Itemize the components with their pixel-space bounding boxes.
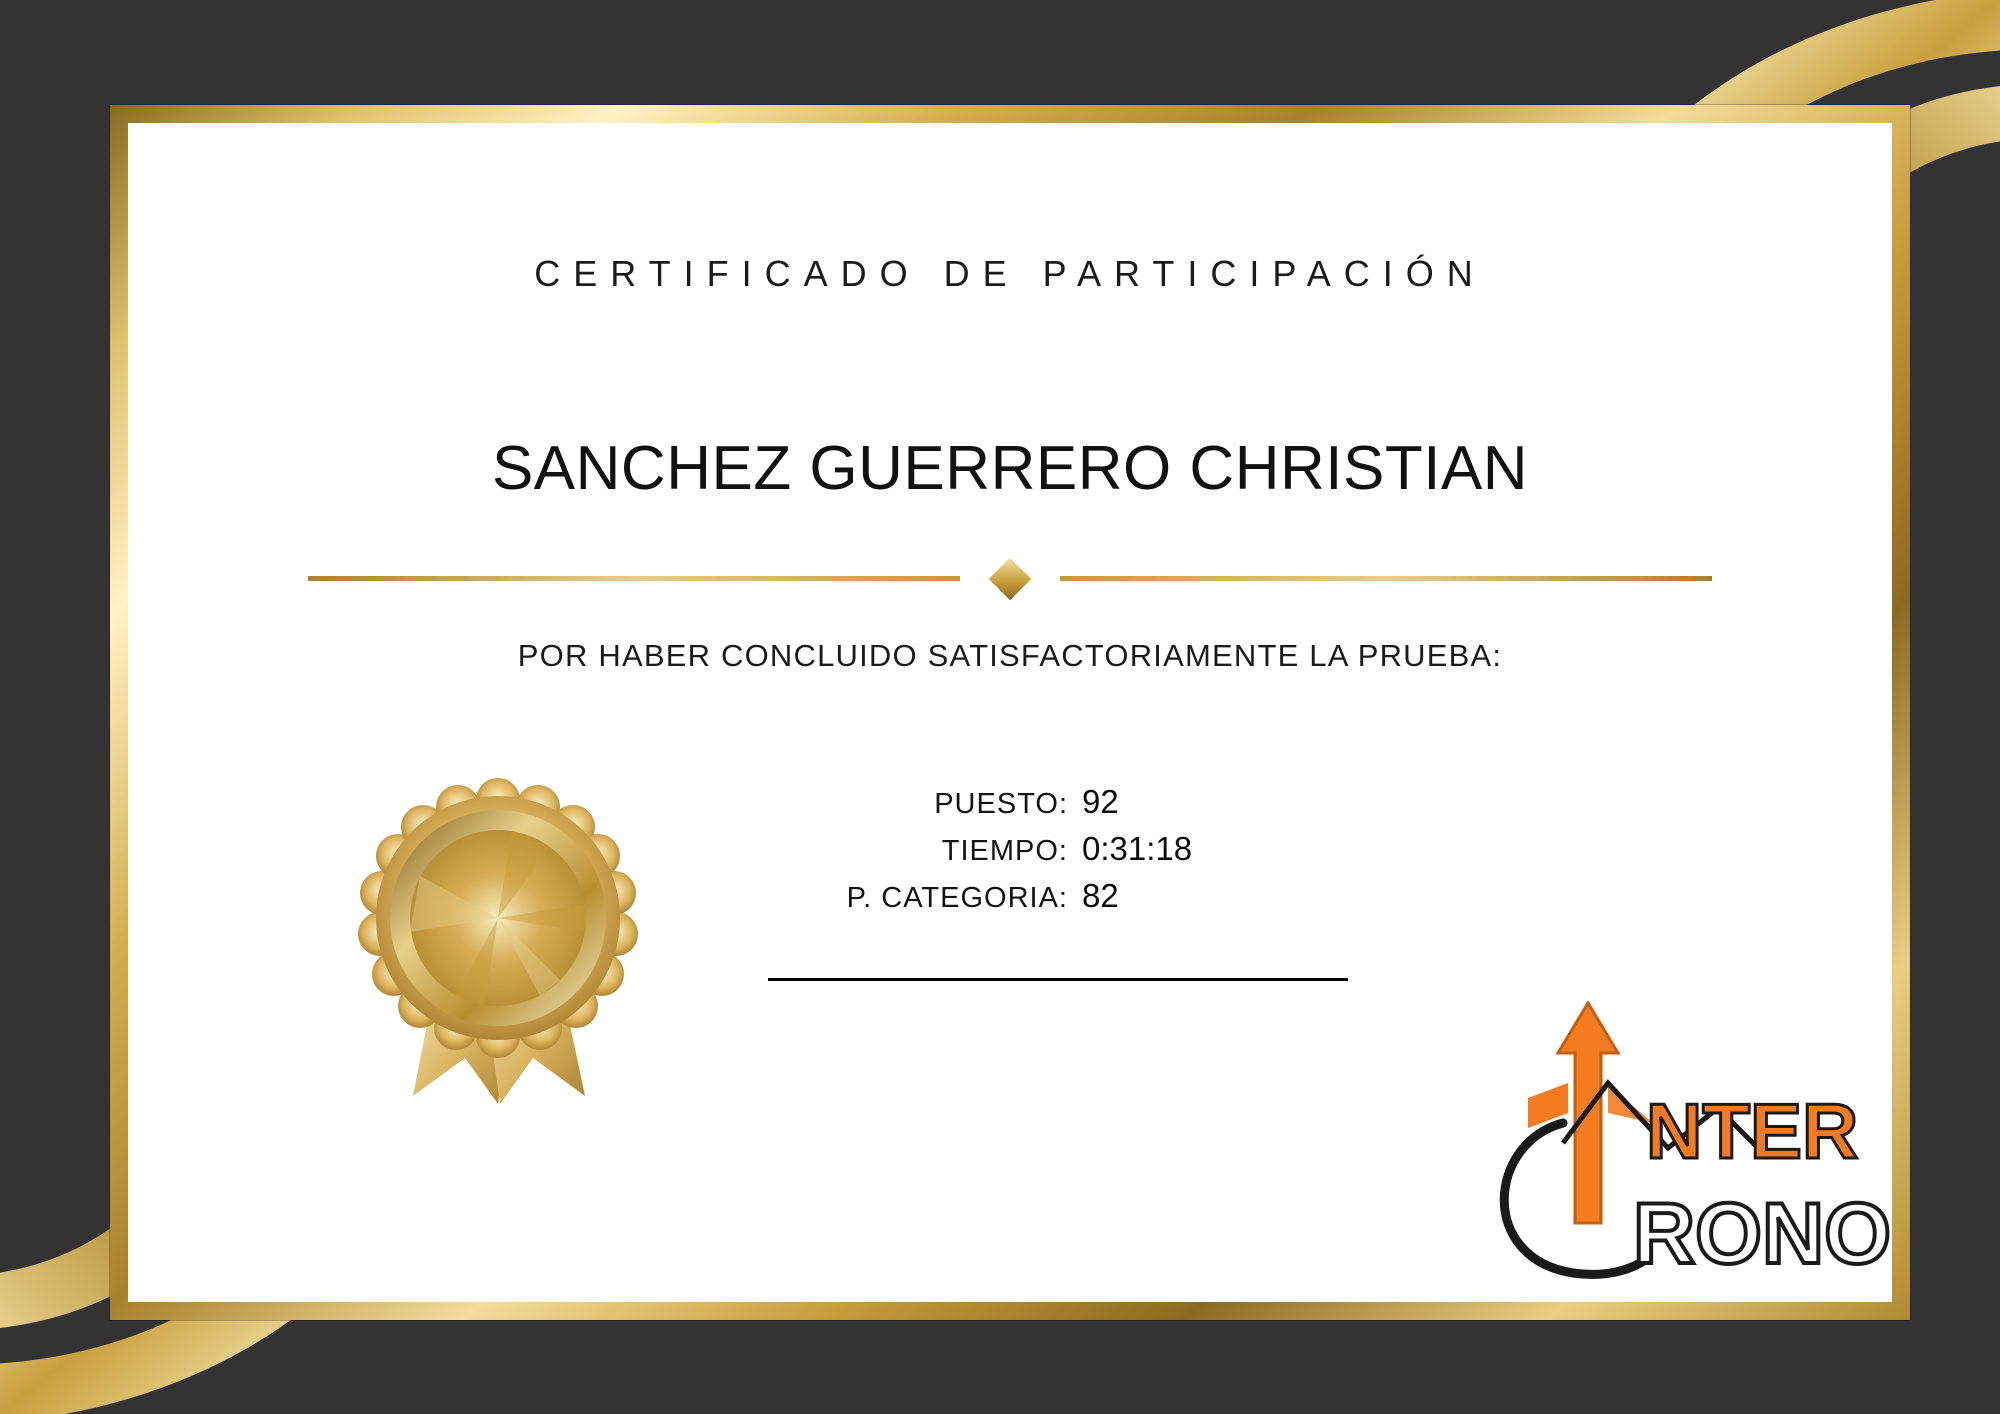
ornamental-divider: [308, 563, 1712, 593]
result-label: PUESTO:: [934, 788, 1068, 820]
result-row: [768, 783, 1358, 821]
result-label: TIEMPO:: [941, 835, 1068, 867]
recipient-name: SANCHEZ GUERRERO CHRISTIAN: [491, 434, 1529, 503]
divider-bar-right: [1060, 576, 1712, 581]
certificate-heading: CERTIFICADO DE PARTICIPACIÓN: [534, 253, 1486, 294]
result-value: 82: [1082, 877, 1119, 914]
logo-text-rono: RONO: [1633, 1186, 1891, 1282]
award-rosette-icon: [353, 778, 643, 1108]
results-block: [768, 783, 1358, 924]
divider-bar-left: [308, 576, 960, 581]
result-row: [768, 830, 1358, 868]
certificate-paper: [128, 123, 1892, 1302]
result-row: [768, 877, 1358, 915]
certificate-subtitle: POR HABER CONCLUIDO SATISFACTORIAMENTE LA PRUEBA:: [517, 638, 1503, 673]
logo-text-nter: NTER: [1646, 1087, 1859, 1175]
result-value: 92: [1082, 783, 1119, 820]
result-value: 0:31:18: [1082, 830, 1193, 867]
inter-crono-logo: [1468, 973, 1898, 1303]
gold-border-frame: [110, 105, 1910, 1320]
result-label: P. CATEGORIA:: [846, 882, 1068, 914]
signature-line: [768, 978, 1348, 981]
diamond-ornament-icon: [989, 558, 1031, 600]
